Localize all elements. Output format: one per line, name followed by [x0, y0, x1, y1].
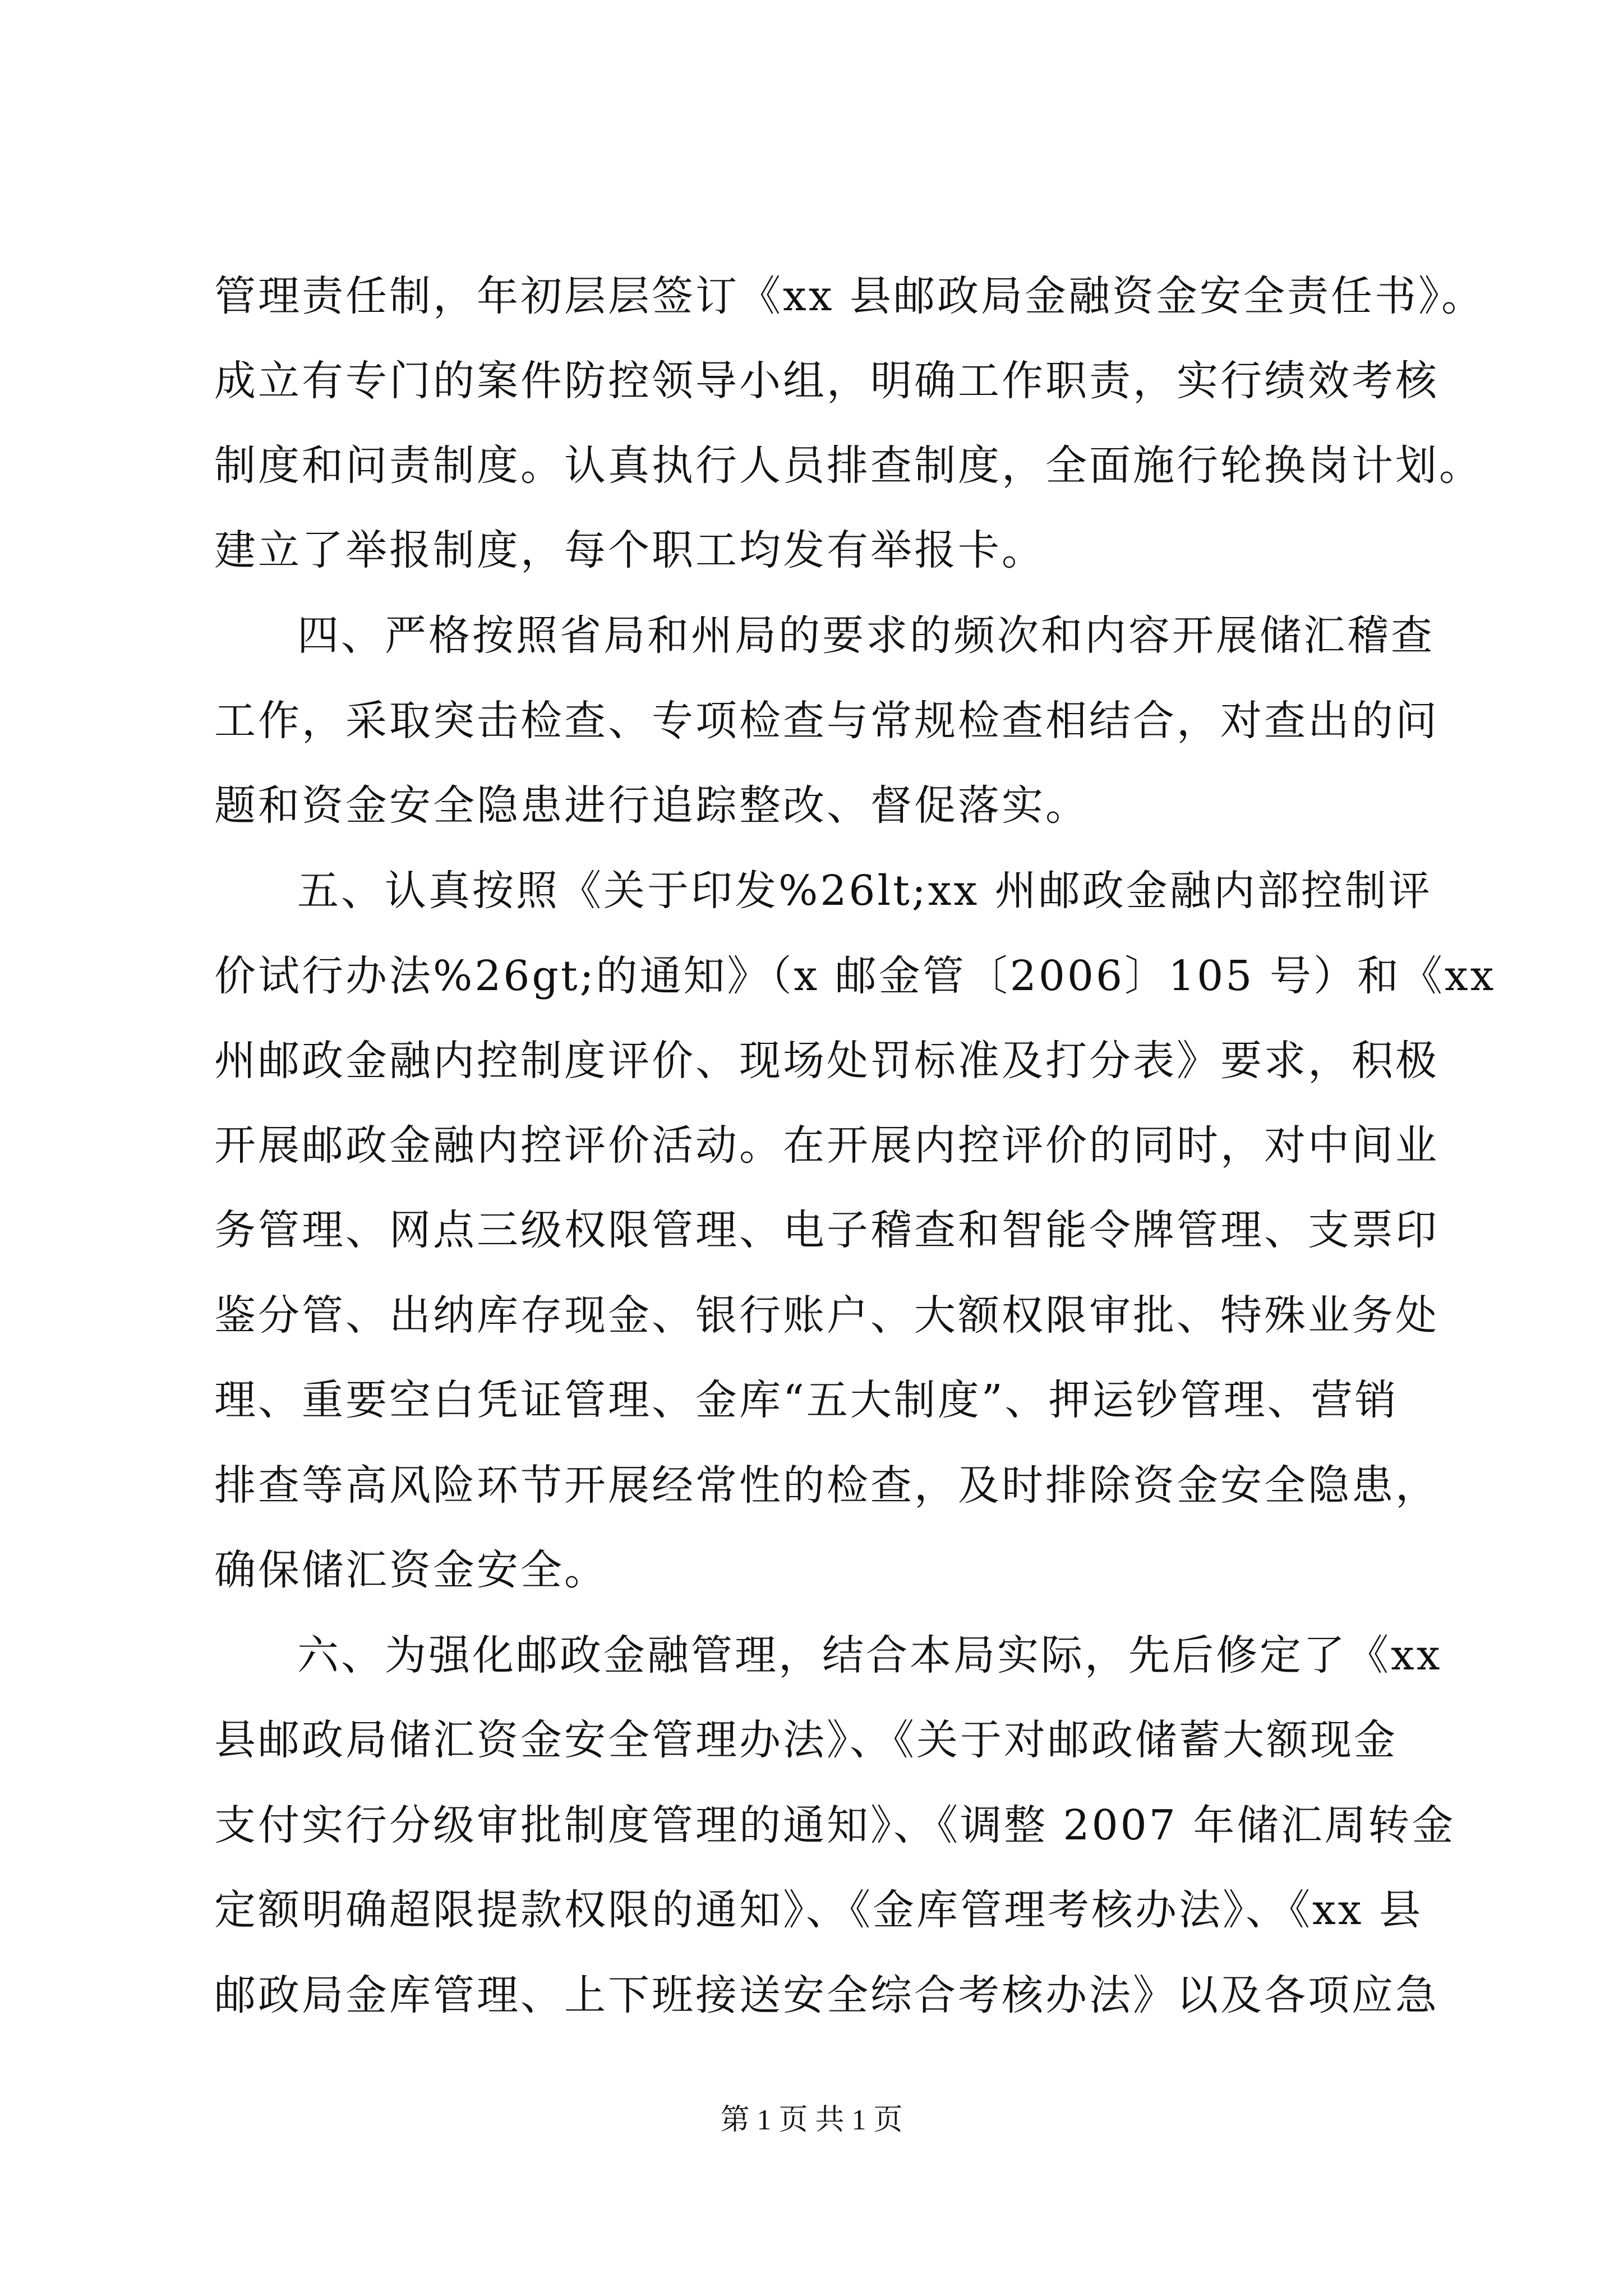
text-line: 确保储汇资金安全。	[214, 1546, 608, 1594]
text-line: 邮政局金库管理、上下班接送安全综合考核办法》以及各项应急	[214, 1971, 1439, 2019]
page-footer: 第 1 页 共 1 页	[720, 2104, 903, 2136]
text-line: 鉴分管、出纳库存现金、银行账户、大额权限审批、特殊业务处	[214, 1291, 1439, 1340]
paragraph-first-line: 五、认真按照《关于印发%26lt;xx 州邮政金融内部控制评	[297, 867, 1432, 915]
text-line: 县邮政局储汇资金安全管理办法》、《关于对邮政储蓄大额现金	[214, 1716, 1398, 1764]
text-line: 定额明确超限提款权限的通知》、《金库管理考核办法》、《xx 县	[214, 1886, 1423, 1934]
text-line: 理、重要空白凭证管理、金库“五大制度”、押运钞管理、营销	[214, 1376, 1399, 1424]
text-line: 开展邮政金融内控评价活动。在开展内控评价的同时，对中间业	[214, 1121, 1439, 1170]
text-line: 支付实行分级审批制度管理的通知》、《调整 2007 年储汇周转金	[214, 1801, 1456, 1849]
paragraph-first-line: 四、严格按照省局和州局的要求的频次和内容开展储汇稽查	[297, 611, 1435, 660]
text-line: 管理责任制，年初层层签订《xx 县邮政局金融资金安全责任书》。	[214, 272, 1485, 320]
text-line: 题和资金安全隐患进行追踪整改、督促落实。	[214, 781, 1089, 830]
text-line: 价试行办法%26gt;的通知》（x 邮金管〔2006〕105 号）和《xx	[214, 952, 1496, 1000]
text-line: 制度和问责制度。认真执行人员排查制度，全面施行轮换岗计划。	[214, 441, 1483, 490]
paragraph-first-line: 六、为强化邮政金融管理，结合本局实际，先后修定了《xx	[297, 1631, 1442, 1680]
text-line: 工作，采取突击检查、专项检查与常规检查相结合，对查出的问	[214, 697, 1439, 745]
text-line: 建立了举报制度，每个职工均发有举报卡。	[214, 526, 1045, 574]
text-line: 务管理、网点三级权限管理、电子稽查和智能令牌管理、支票印	[214, 1206, 1439, 1254]
text-line: 排查等高风险环节开展经常性的检查，及时排除资金安全隐患，	[214, 1461, 1439, 1510]
text-line: 成立有专门的案件防控领导小组，明确工作职责，实行绩效考核	[214, 357, 1439, 405]
text-line: 州邮政金融内控制度评价、现场处罚标准及打分表》要求，积极	[214, 1037, 1439, 1085]
